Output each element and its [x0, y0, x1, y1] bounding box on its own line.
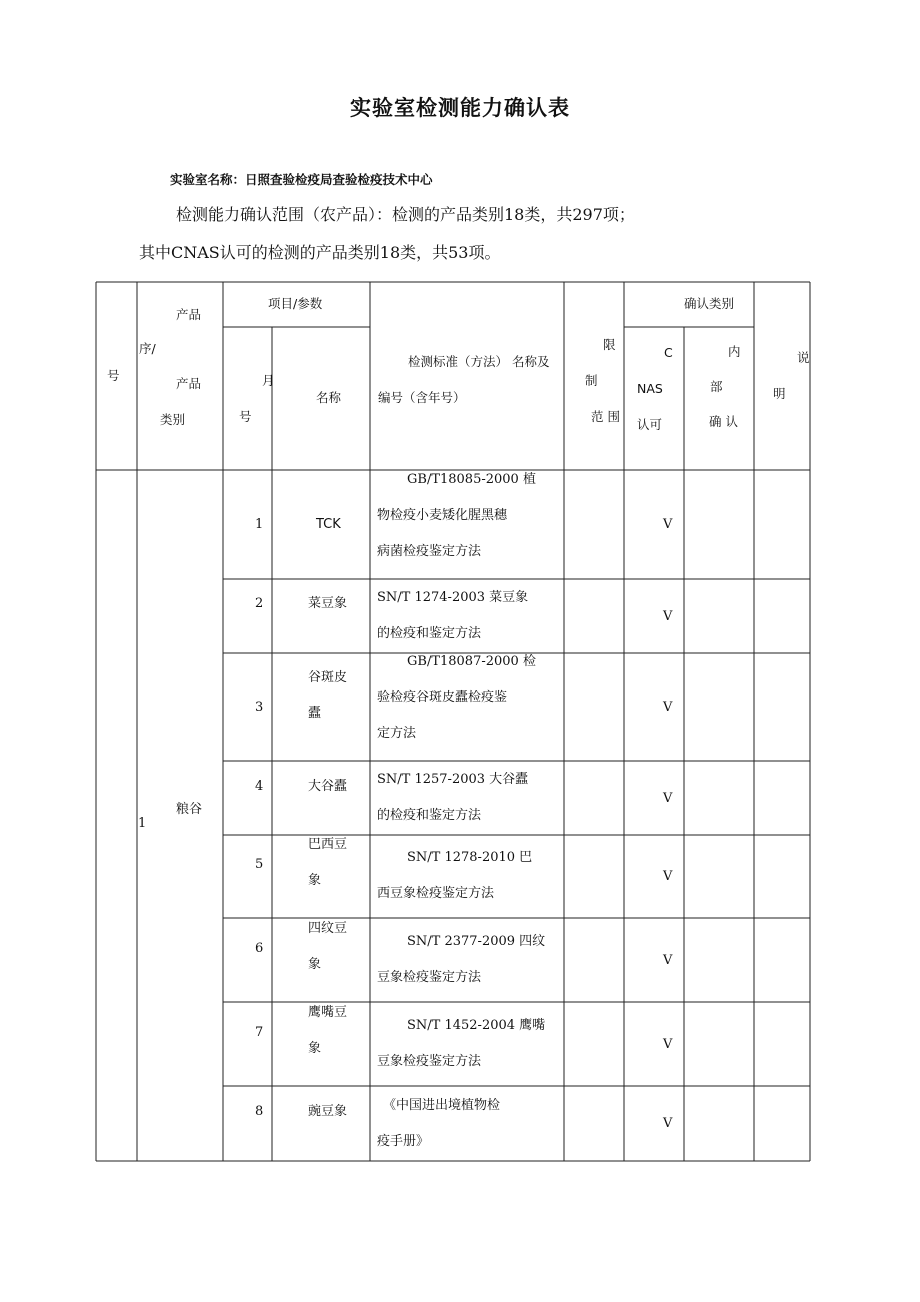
row-name-line: 象 — [308, 873, 322, 888]
standard-line: 定方法 — [377, 726, 417, 741]
row-index: 6 — [255, 941, 264, 956]
row-name-line: 象 — [308, 1041, 322, 1056]
standard-line: SN/T 2377-2009 四纹 — [407, 934, 546, 949]
standard-line: GB/T18087-2000 检 — [407, 654, 536, 669]
row-index: 4 — [255, 779, 264, 794]
row-name: 大谷蠹 — [308, 779, 348, 794]
row-cnas-mark: V — [663, 869, 673, 884]
standard-line: 疫手册》 — [377, 1134, 430, 1149]
row-standard — [377, 924, 561, 996]
row-cnas-mark: V — [663, 700, 673, 715]
header-index-b: 号 — [239, 409, 252, 424]
header-category-c: 产品 — [176, 376, 202, 391]
standard-line: 《中国进出境植物检 — [383, 1098, 501, 1113]
standard-line: SN/T 1274-2003 菜豆象 — [377, 590, 529, 605]
row-cnas-mark: V — [663, 1037, 673, 1052]
header-limit-c: 范 围 — [591, 409, 620, 424]
row-standard — [377, 1088, 561, 1160]
header-cnas-a: C — [664, 345, 673, 360]
standard-line: SN/T 1452-2004 鹰嘴 — [407, 1018, 546, 1033]
header-serial: 号 — [107, 368, 120, 383]
row-cnas-mark: V — [663, 609, 673, 624]
header-category-a: 产品 — [176, 307, 202, 322]
row-name-line: 巴西豆 — [308, 837, 348, 852]
row-standard — [377, 840, 561, 912]
header-internal-a: 内 — [728, 344, 741, 359]
header-standard-b: 编号（含年号） — [378, 390, 466, 405]
header-cnas-b: NAS — [637, 381, 663, 396]
row-index: 8 — [255, 1104, 264, 1119]
header-confirm-type: 确认类别 — [684, 296, 735, 311]
standard-line: SN/T 1278-2010 巴 — [407, 850, 533, 865]
standard-line: 豆象检疫鉴定方法 — [377, 970, 482, 985]
row-standard — [377, 644, 561, 752]
row-cnas-mark: V — [663, 791, 673, 806]
row-name: 豌豆象 — [308, 1104, 348, 1119]
standard-line: 豆象检疫鉴定方法 — [377, 1054, 482, 1069]
row-cnas-mark: V — [663, 517, 673, 532]
group-serial: 1 — [138, 816, 147, 831]
row-index: 7 — [255, 1025, 264, 1040]
standard-line: SN/T 1257-2003 大谷蠹 — [377, 772, 529, 787]
row-standard — [377, 1008, 561, 1080]
row-cnas-mark: V — [663, 1116, 673, 1131]
row-index: 5 — [255, 857, 264, 872]
row-index: 1 — [255, 517, 264, 532]
header-limit-b: 制 — [585, 373, 598, 388]
row-standard — [377, 762, 561, 834]
header-internal-b: 部 — [710, 379, 723, 394]
row-name: TCK — [316, 517, 341, 532]
row-standard — [377, 580, 561, 652]
lab-name: 实验室名称：日照查验检疫局查验检疫技术中心 — [170, 172, 433, 187]
standard-line: 物检疫小麦矮化腥黑穗 — [377, 508, 508, 523]
header-index-a: 月 — [262, 373, 275, 388]
header-category-d: 类别 — [160, 412, 186, 427]
row-name-line: 四纹豆 — [308, 921, 348, 936]
standard-line: 的检疫和鉴定方法 — [377, 626, 482, 641]
row-cnas-mark: V — [663, 953, 673, 968]
header-internal-c: 确 认 — [709, 414, 738, 429]
group-category: 粮谷 — [176, 802, 203, 817]
row-standard — [377, 462, 561, 570]
header-limit-a: 限 — [603, 337, 616, 352]
page-title: 实验室检测能力确认表 — [350, 96, 570, 120]
header-project-params: 项目/参数 — [268, 296, 323, 311]
header-name: 名称 — [316, 390, 342, 405]
standard-line: 验检疫谷斑皮蠹检疫鉴 — [377, 690, 508, 705]
standard-line: GB/T18085-2000 植 — [407, 472, 536, 487]
header-cnas-c: 认可 — [637, 417, 663, 432]
header-category-b: 序/ — [139, 341, 156, 356]
row-name-line: 谷斑皮 — [308, 670, 348, 685]
row-index: 3 — [255, 700, 264, 715]
scope-line-1: 检测能力确认范围（农产品）：检测的产品类别18类，共297项； — [176, 205, 635, 224]
row-index: 2 — [255, 596, 264, 611]
standard-line: 的检疫和鉴定方法 — [377, 808, 482, 823]
row-name-line: 鹰嘴豆 — [308, 1005, 348, 1020]
header-note-b: 明 — [773, 386, 786, 401]
standard-line: 病菌检疫鉴定方法 — [377, 544, 482, 559]
header-standard-a: 检测标准（方法） 名称及 — [408, 354, 550, 369]
scope-line-2: 其中CNAS认可的检测的产品类别18类，共53项。 — [139, 243, 501, 262]
row-name-line: 蠹 — [308, 706, 322, 721]
standard-line: 西豆象检疫鉴定方法 — [377, 886, 495, 901]
header-note-a: 说 — [797, 350, 810, 365]
row-name: 菜豆象 — [308, 596, 348, 611]
row-name-line: 象 — [308, 957, 322, 972]
